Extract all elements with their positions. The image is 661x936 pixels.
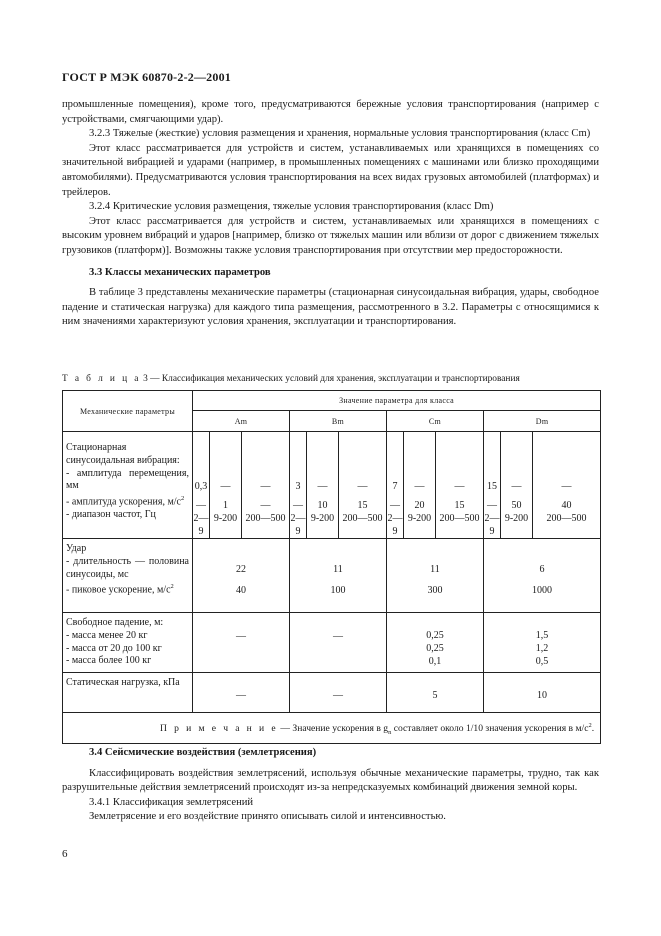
table-caption-prefix: Т а б л и ц а xyxy=(62,374,141,384)
header-parameters: Механические параметры xyxy=(63,391,193,432)
vibration-frequency-label: - диапазон частот, Гц xyxy=(66,509,156,521)
paragraph-3-2-3: 3.2.3 Тяжелые (жесткие) условия размещения и хранения, нормальные условия транспортирования (класс Cm) xyxy=(89,128,591,140)
fall-title: Свободное падение, м: xyxy=(66,617,164,628)
shock-title: Удар xyxy=(66,543,87,554)
vib-am-col1: 0,3 — 2—9 xyxy=(193,432,210,539)
class-am: Am xyxy=(193,411,290,432)
shock-bm: 11 100 xyxy=(290,539,387,613)
section-3-4-text: Классифицировать воздействия землетрясений, используя обычные механические параметры, трудно, так как разрушительные действия землетрясений происходят из-за непредсказуемых комбинаций движения земной коры. xyxy=(62,767,599,794)
fall-mass-2-label: - масса от 20 до 100 кг xyxy=(66,642,162,654)
vib-bm-col3: — 15 200—500 xyxy=(339,432,387,539)
fall-mass-3-label: - масса более 100 кг xyxy=(66,655,152,667)
fall-cm: 0,25 0,25 0,1 xyxy=(387,613,484,673)
vib-dm-col2: — 50 9-200 xyxy=(501,432,533,539)
section-3-3-title: 3.3 Классы механических параметров xyxy=(89,266,271,278)
row-shock-label xyxy=(63,539,193,613)
class-dm: Dm xyxy=(484,411,601,432)
paragraph: Этот класс рассматривается для устройств и систем, устанавливаемых или хранящихся в помещениях с высоким уровнем вибраций и ударов [например, близко от тяжелых машин или вблизи от дорог с движением тяжелых грузовиков (платформ)]. Возможны также условия транспортирования при отсутствии мер предосторожности. xyxy=(62,215,599,256)
vib-am-col3: — — 200—500 xyxy=(242,432,290,539)
shock-cm: 11 300 xyxy=(387,539,484,613)
static-cm: 5 xyxy=(387,673,484,713)
paragraph: промышленные помещения), кроме того, предусматриваются бережные условия транспортирования (например с устройствами, смягчающими удар). xyxy=(62,99,599,125)
shock-peak-label: - пиковое ускорение, $м/с^2$ xyxy=(66,583,174,596)
vib-am-col2: — 1 9-200 xyxy=(210,432,242,539)
vib-dm-col3: — 40 200—500 xyxy=(533,432,601,539)
header-value: Значение параметра для класса xyxy=(193,391,601,411)
page-header: ГОСТ Р МЭК 60870-2-2—2001 xyxy=(62,70,231,84)
static-am: — xyxy=(193,673,290,713)
row-vibration-label xyxy=(63,432,193,539)
vibration-amplitude-label: - амплитуда перемещения, мм xyxy=(66,467,189,492)
intro-text xyxy=(62,98,599,330)
vib-cm-col1: 7 — 2—9 xyxy=(387,432,404,539)
vibration-title: Стационарная синусоидальная вибрация: xyxy=(66,442,180,466)
fall-dm: 1,5 1,2 0,5 xyxy=(484,613,601,673)
section-3-3-text: В таблице 3 представлены механические параметры (стационарная синусоидальная вибрация, удары, свободное падение и статическая нагрузка) для каждого типа размещения, рассмотренного в 3.2. Параметры с относящимися к ним значениями характеризуют условия хранения, эксплуатации и транспортирования. xyxy=(62,287,599,328)
table-caption xyxy=(62,374,602,384)
shock-duration-label: - длительность — половина синусоиды, мс xyxy=(66,555,189,580)
fall-am: — xyxy=(193,613,290,673)
section-3-4-title: 3.4 Сейсмические воздействия (землетрясения) xyxy=(89,747,317,758)
row-static-label: Статическая нагрузка, кПа xyxy=(63,673,193,713)
shock-am: 22 40 xyxy=(193,539,290,613)
fall-mass-1-label: - масса менее 20 кг xyxy=(66,629,148,641)
vib-cm-col2: — 20 9-200 xyxy=(404,432,436,539)
page-number: 6 xyxy=(62,848,68,860)
section-3-4-1-text: Землетрясение и его воздействие принято описывать силой и интенсивностью. xyxy=(89,811,446,823)
mechanical-classes-table xyxy=(62,390,601,744)
section-3-4-1-title: 3.4.1 Классификация землетрясений xyxy=(89,796,254,808)
vib-bm-col2: — 10 9-200 xyxy=(307,432,339,539)
class-bm: Bm xyxy=(290,411,387,432)
class-cm: Cm xyxy=(387,411,484,432)
static-bm: — xyxy=(290,673,387,713)
table-caption-text: 3 — Классификация механических условий для хранения, эксплуатации и транспортирования xyxy=(140,374,520,384)
row-fall-label xyxy=(63,613,193,673)
fall-bm: — xyxy=(290,613,387,673)
section-3-4 xyxy=(62,746,599,825)
vibration-acceleration-label: - амплитуда ускорения, $м/с^2$ xyxy=(66,495,185,508)
paragraph-3-2-4: 3.2.4 Критические условия размещения, тяжелые условия транспортирования (класс Dm) xyxy=(89,201,494,213)
paragraph: Этот класс рассматривается для устройств и систем, устанавливаемых или хранящихся в помещениях со значительной вибрацией и ударами (например, в промышленных помещениях с машинами или близко проходящими автомобилями). Предусматриваются условия транспортирования на всех видах грузовых автомобилей (платформах) и трейлеров. xyxy=(62,142,599,198)
vib-bm-col1: 3 — 2—9 xyxy=(290,432,307,539)
vib-dm-col1: 15 — 2—9 xyxy=(484,432,501,539)
table-note: П р и м е ч а н и е — Значение ускорения в $g_n$ составляет около 1/10 значения ускорения в $м/с^2$. xyxy=(63,713,601,744)
static-dm: 10 xyxy=(484,673,601,713)
shock-dm: 6 1000 xyxy=(484,539,601,613)
vib-cm-col3: — 15 200—500 xyxy=(436,432,484,539)
